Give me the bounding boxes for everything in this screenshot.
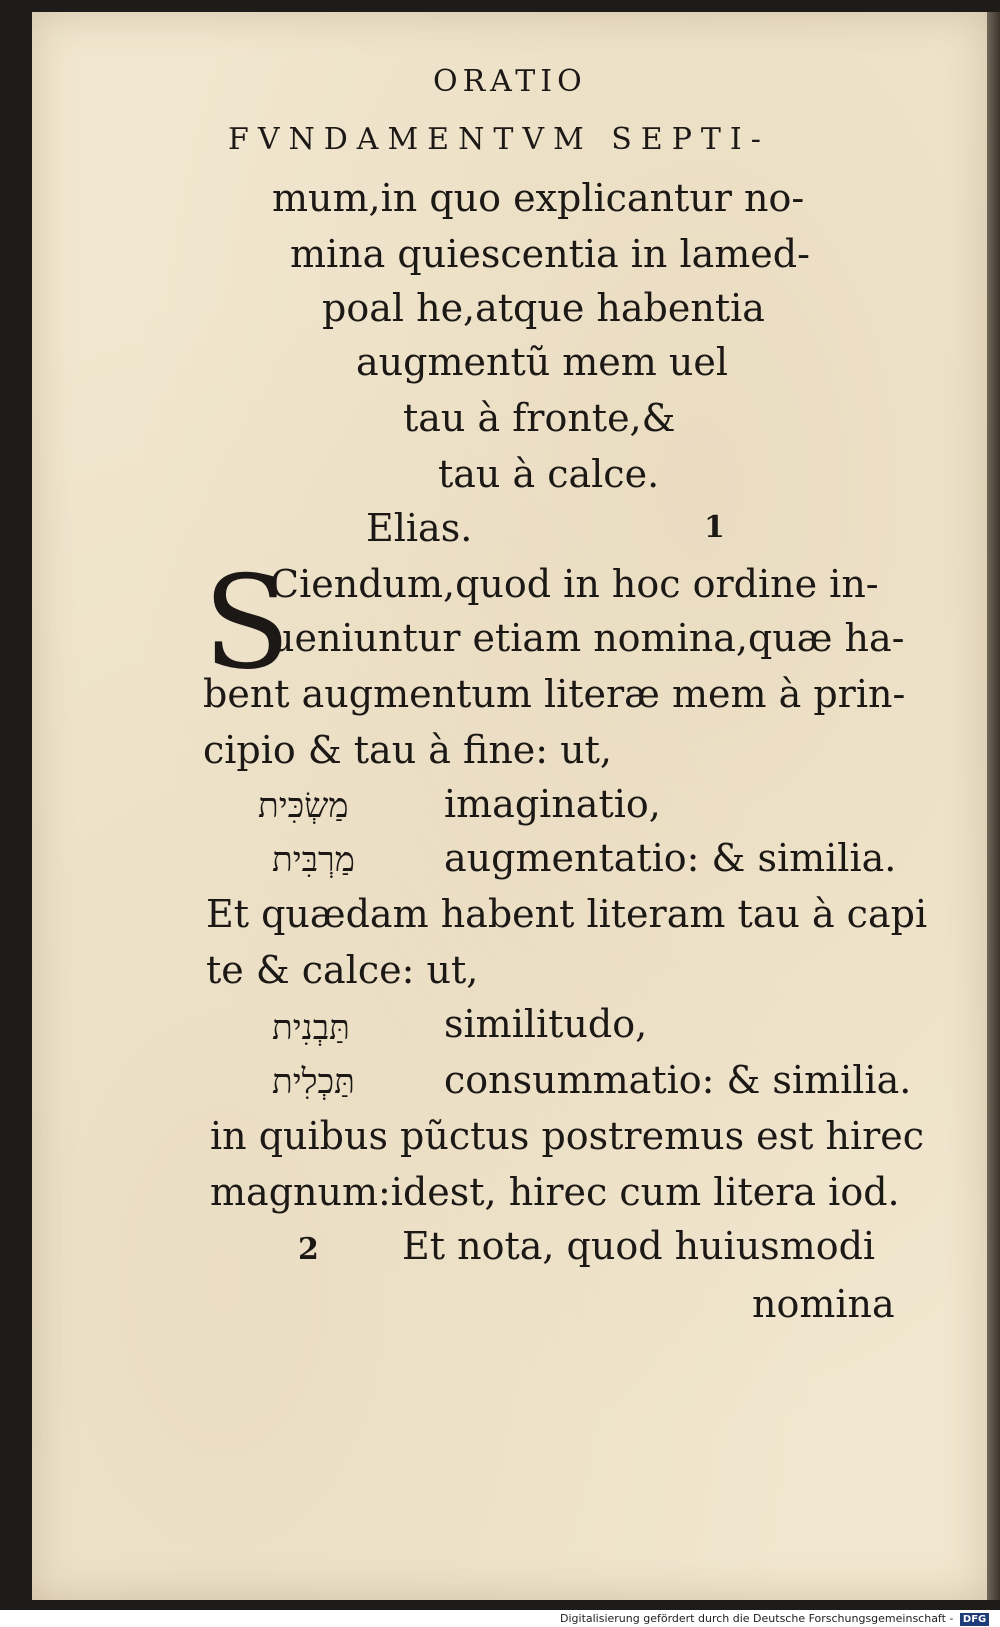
heading-line-7: tau à calce. <box>438 452 660 496</box>
paragraph-line: ueniuntur etiam nomina,quæ ha- <box>270 616 905 660</box>
paragraph-line: bent augmentum literæ mem à prin- <box>203 672 906 716</box>
paragraph-line: te & calce: ut, <box>206 948 479 992</box>
latin-gloss: consummatio: & similia. <box>444 1058 912 1102</box>
speaker-name: Elias. <box>366 506 473 550</box>
heading-line-1: FVNDAMENTVM SEPTI- <box>228 122 770 157</box>
heading-line-6: tau à fronte,& <box>403 396 676 440</box>
section-number: 1 <box>704 510 725 545</box>
paragraph-line: magnum:idest, hirec cum litera iod. <box>210 1170 900 1214</box>
heading-line-5: augmentũ mem uel <box>356 340 729 384</box>
paragraph-line: cipio & tau à fine: ut, <box>203 728 613 772</box>
section-number: 2 <box>298 1232 319 1267</box>
hebrew-word: מַרְבִּית <box>272 840 355 880</box>
heading-line-2: mum,in quo explicantur no- <box>272 176 805 220</box>
latin-gloss: imaginatio, <box>444 782 661 826</box>
paragraph-line: in quibus pũctus postremus est hirec <box>210 1114 925 1158</box>
drop-cap: S <box>203 549 291 698</box>
footer-credit <box>560 1610 1000 1627</box>
latin-gloss: augmentatio: & similia. <box>444 836 897 880</box>
paragraph-line: Ciendum,quod in hoc ordine in- <box>270 562 879 606</box>
latin-gloss: similitudo, <box>444 1002 648 1046</box>
hebrew-word: תַּבְנִית <box>272 1008 350 1048</box>
paragraph-line: Et nota, quod huiusmodi <box>402 1224 876 1268</box>
footer-text: Digitalisierung gefördert durch die Deutsche Forschungsgemeinschaft - <box>560 1612 954 1625</box>
hebrew-word: מַשְׂכִּית <box>258 786 349 826</box>
hebrew-word: תַּכְלִית <box>272 1062 355 1102</box>
heading-line-4: poal he,atque habentia <box>322 286 765 330</box>
running-head: ORATIO <box>433 64 587 99</box>
catchword: nomina <box>752 1282 895 1326</box>
heading-line-3: mina quiescentia in lamed- <box>290 232 810 276</box>
dfg-logo[interactable]: DFG <box>960 1613 989 1626</box>
paragraph-line: Et quædam habent literam tau à capi <box>206 892 928 936</box>
